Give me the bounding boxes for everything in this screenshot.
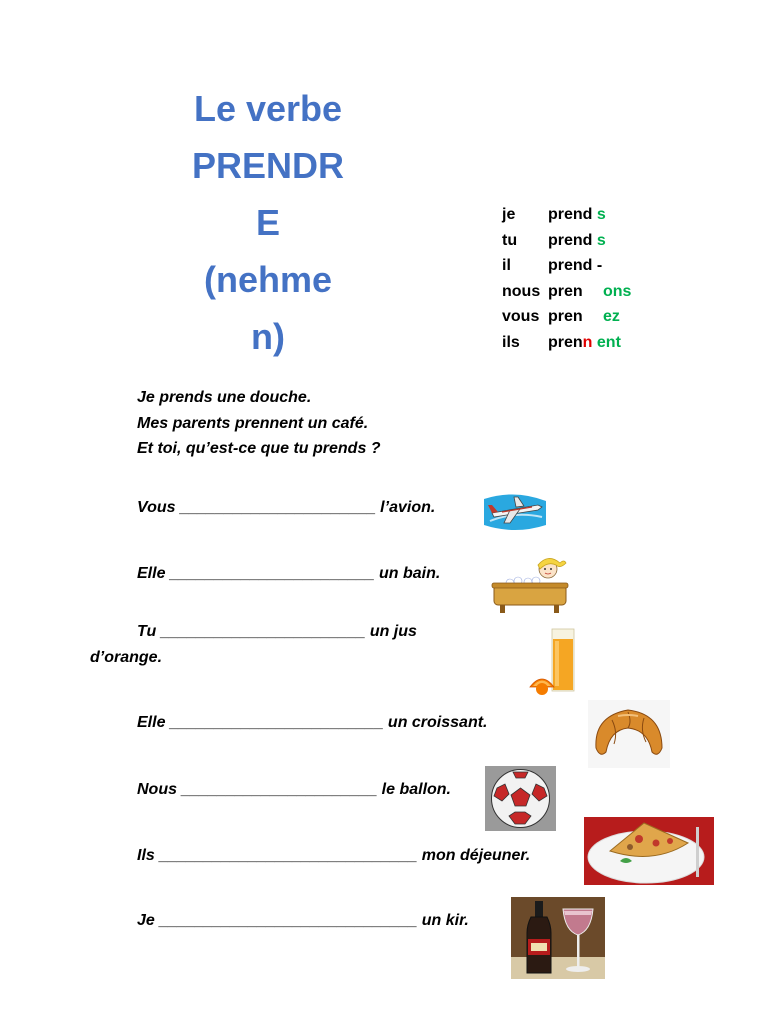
exercise-line[interactable]: Je _____________________________ un kir. [137, 912, 469, 929]
verb-ending: ons [603, 282, 632, 300]
page-title [183, 80, 353, 365]
pizza-slice-picture [584, 817, 714, 885]
example-sentence: Mes parents prennent un café. [137, 414, 369, 432]
verb-ending: s [596, 231, 606, 249]
verb-stem: pren [548, 333, 583, 351]
exercise-line[interactable]: Tu _______________________ un jus [137, 623, 417, 640]
title-line: (nehme [203, 259, 333, 300]
verb-ending: s [596, 206, 606, 223]
pronoun: ils [502, 333, 520, 351]
verb-ending: ent [596, 333, 621, 351]
verb-stem: prend [548, 231, 593, 249]
kir-drink-picture [511, 897, 605, 979]
pronoun: nous [502, 282, 541, 300]
example-sentence: Je prends une douche. [137, 389, 312, 406]
verb-ending: - [596, 257, 603, 275]
bathtub-picture [488, 555, 572, 617]
exercise-line[interactable]: Elle _______________________ un bain. [137, 565, 441, 582]
exercise-line[interactable]: Nous ______________________ le ballon. [137, 781, 451, 798]
verb-ending: ez [603, 308, 620, 326]
soccer-ball-picture [485, 766, 556, 831]
title-line: PRENDR [191, 145, 344, 186]
orange-juice-picture [528, 627, 580, 697]
title-line: E [255, 202, 280, 243]
verb-stem: pren [548, 308, 583, 326]
example-sentences [137, 385, 381, 462]
pronoun: vous [502, 308, 540, 326]
pronoun: tu [502, 231, 518, 249]
title-line: Le verbe [193, 88, 343, 129]
doubled-consonant: n [582, 333, 593, 351]
airplane-picture [480, 491, 550, 533]
verb-stem: prend [548, 206, 593, 223]
exercise-line[interactable]: Ils _____________________________ mon déjeuner. [137, 847, 531, 864]
verb-stem: pren [548, 282, 583, 300]
example-sentence: Et toi, qu’est-ce que tu prends ? [137, 440, 381, 457]
pronoun: il [502, 257, 511, 275]
title-line: n) [251, 316, 285, 357]
exercise-line[interactable]: Elle ________________________ un croissant. [137, 714, 488, 731]
exercise-line-continued: d’orange. [90, 649, 163, 666]
croissant-picture [588, 700, 670, 768]
pronoun: je [502, 206, 516, 223]
verb-stem: prend [548, 257, 593, 275]
exercise-line[interactable]: Vous ______________________ l’avion. [137, 499, 436, 516]
